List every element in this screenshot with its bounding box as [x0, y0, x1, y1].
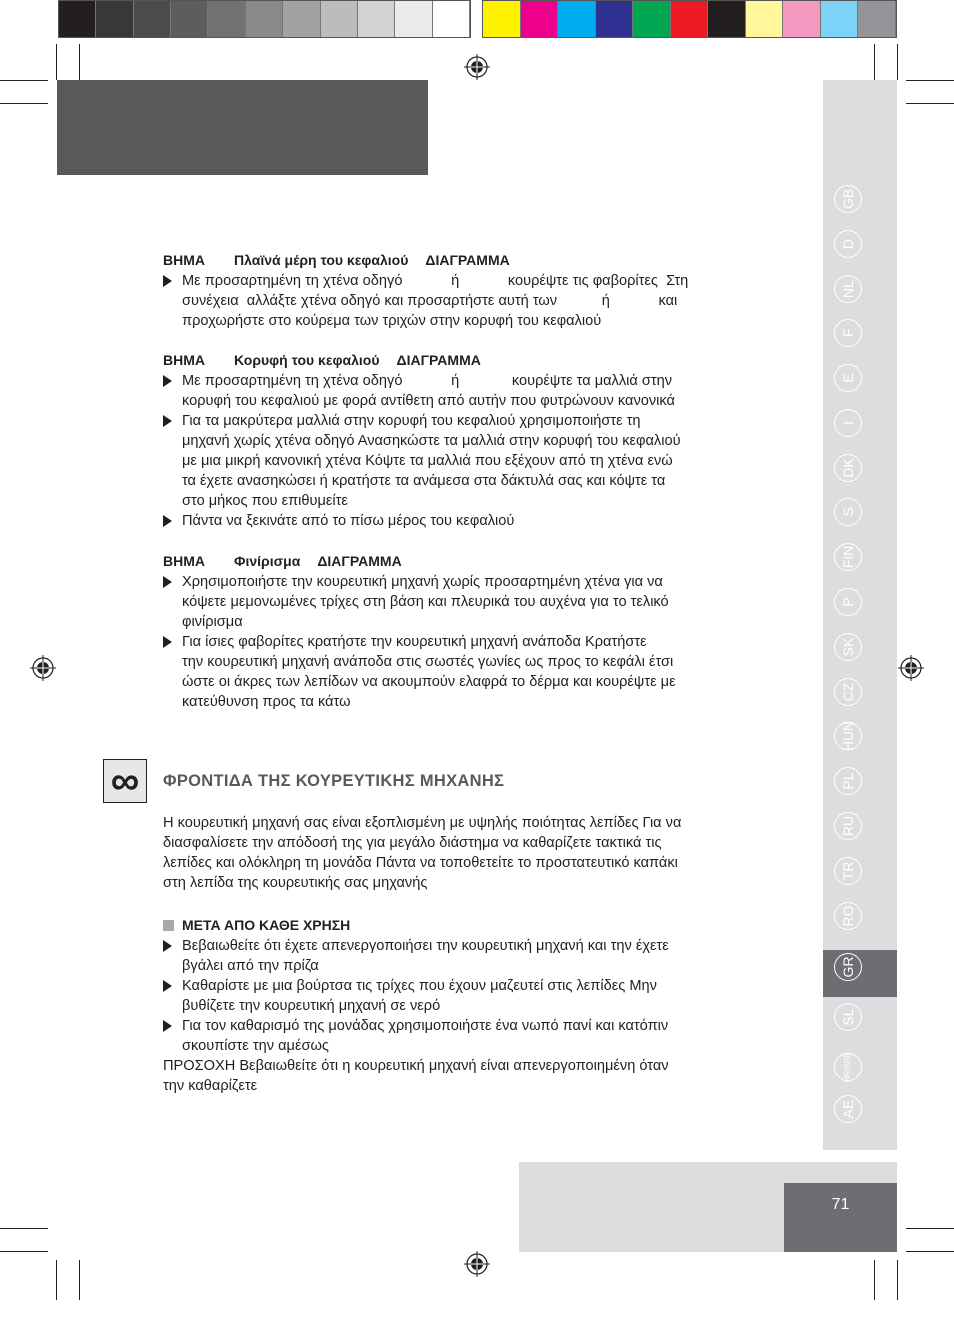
line: Καθαρίστε με μια βούρτσα τις τρίχες που έχουν μαζευτεί στις λεπίδες Μην	[182, 978, 657, 994]
care-intro	[163, 813, 803, 893]
list-item	[163, 1016, 803, 1056]
language-tab-gb[interactable]: GB	[834, 185, 862, 213]
step-header	[163, 551, 803, 571]
line: ώστε οι άκρες των λεπίδων να ακουμπούν ελαφρά το δέρμα και κουρέψτε με	[182, 674, 676, 690]
line: κορυφή του κεφαλιού με φορά αντίθετη από αυτήν που φυτρώνουν κανονικά	[182, 393, 675, 409]
step-diagram-ref: ΔΙΑΓΡΑΜΜΑ	[317, 553, 402, 569]
step-title: Κορυφή του κεφαλιού	[234, 352, 380, 368]
caution-text	[163, 1056, 803, 1096]
sub-title	[163, 915, 803, 935]
care-section	[163, 771, 803, 1096]
crop-mark	[79, 1260, 80, 1300]
line: μηχανή χωρίς χτένα οδηγό Ανασηκώστε τα μαλλιά στην κορυφή του κεφαλιού	[182, 433, 681, 449]
step-title: Πλαϊνά μέρη του κεφαλιού	[234, 252, 409, 268]
crop-mark	[897, 1260, 898, 1300]
list-item	[163, 511, 803, 531]
line: την κουρευτική μηχανή ανάποδα στις σωστές γωνίες ως προς το κεφάλι έτσι	[182, 654, 674, 670]
crop-mark	[906, 103, 954, 104]
line: Για ίσιες φαβορίτες κρατήστε την κουρευτική μηχανή ανάποδα Κρατήστε	[182, 634, 647, 650]
line: Πάντα να ξεκινάτε από το πίσω μέρος του κεφαλιού	[182, 513, 515, 529]
step-section-top	[163, 350, 803, 531]
registration-mark-icon	[464, 54, 490, 80]
language-tab-ro[interactable]: RO	[834, 902, 862, 930]
gray-color-bar	[58, 0, 471, 38]
crop-mark	[56, 44, 57, 80]
step-label: ΒΗΜΑ	[163, 252, 205, 268]
line: Με προσαρτημένη τη χτένα οδηγό ή κουρέψτε τις φαβορίτες Στη	[182, 273, 689, 289]
gray-swatch	[59, 1, 96, 37]
step-title: Φινίρισμα	[234, 553, 301, 569]
line: Με προσαρτημένη τη χτένα οδηγό ή κουρέψτε τα μαλλιά στην	[182, 373, 673, 389]
infinity-icon: ∞	[103, 759, 147, 803]
bullet-arrow-icon	[163, 515, 172, 527]
sub-title-text: ΜΕΤΑ ΑΠΟ ΚΑΘΕ ΧΡΗΣΗ	[182, 917, 351, 933]
color-swatch	[671, 1, 709, 37]
color-swatch	[858, 1, 896, 37]
gray-swatch	[171, 1, 208, 37]
line: Για τα μακρύτερα μαλλιά στην κορυφή του κεφαλιού χρησιμοποιήστε τη	[182, 413, 641, 429]
registration-mark-icon	[898, 655, 924, 681]
crop-mark	[874, 1260, 875, 1300]
line: φινίρισμα	[182, 614, 243, 630]
list-item	[163, 572, 803, 632]
line: Η κουρευτική μηχανή σας είναι εξοπλισμένη με υψηλής ποιότητας λεπίδες Για να	[163, 815, 682, 831]
bullet-arrow-icon	[163, 636, 172, 648]
page-number: 71	[784, 1183, 897, 1252]
language-tab-ae[interactable]: AE	[834, 1095, 862, 1123]
gray-swatch	[246, 1, 283, 37]
color-swatch	[708, 1, 746, 37]
color-swatch	[483, 1, 521, 37]
registration-mark-icon	[464, 1251, 490, 1277]
step-header	[163, 350, 803, 370]
color-swatch	[633, 1, 671, 37]
language-tab-cz[interactable]: CZ	[834, 678, 862, 706]
line: κόψετε μεμονωμένες τρίχες στη βάση και πλευρικά του αυχένα για το τελικό	[182, 594, 669, 610]
line: προχωρήστε στο κούρεμα των τριχών στην κορυφή του κεφαλιού	[182, 313, 602, 329]
bullet-arrow-icon	[163, 940, 172, 952]
crop-mark	[897, 44, 898, 80]
line: κατεύθυνση προς τα κάτω	[182, 694, 351, 710]
color-swatch	[521, 1, 559, 37]
language-tab-gr[interactable]: GR	[834, 953, 862, 981]
gray-swatch	[208, 1, 245, 37]
crop-mark	[0, 103, 48, 104]
gray-swatch	[283, 1, 320, 37]
line: στο μήκος που επιθυμείτε	[182, 493, 348, 509]
crop-mark	[0, 1228, 48, 1229]
step-label: ΒΗΜΑ	[163, 352, 205, 368]
language-tab-i[interactable]: I	[834, 409, 862, 437]
crop-mark	[56, 1260, 57, 1300]
line: βυθίζετε την κουρευτική μηχανή σε νερό	[182, 998, 441, 1014]
line: την καθαρίζετε	[163, 1078, 258, 1094]
line: συνέχεια αλλάξτε χτένα οδηγό και προσαρτήστε αυτή των ή και	[182, 293, 678, 309]
step-section-finishing	[163, 551, 803, 712]
bullet-arrow-icon	[163, 415, 172, 427]
step-diagram-ref: ΔΙΑΓΡΑΜΜΑ	[425, 252, 510, 268]
step-label: ΒΗΜΑ	[163, 553, 205, 569]
language-tab-dk[interactable]: DK	[834, 454, 862, 482]
step-section-side	[163, 250, 803, 331]
language-tab-tr[interactable]: TR	[834, 857, 862, 885]
gray-swatch	[433, 1, 470, 37]
header-block	[57, 80, 428, 175]
crop-mark	[906, 1251, 954, 1252]
list-item	[163, 271, 803, 331]
line: Βεβαιωθείτε ότι έχετε απενεργοποιήσει την κουρευτική μηχανή και την έχετε	[182, 938, 669, 954]
list-item	[163, 976, 803, 1016]
crop-mark	[874, 44, 875, 80]
cmyk-color-bar	[482, 0, 897, 38]
crop-mark	[0, 80, 48, 81]
color-swatch	[821, 1, 859, 37]
language-tab-fin[interactable]: FIN	[834, 543, 862, 571]
language-tab-sk[interactable]: SK	[834, 633, 862, 661]
crop-mark	[79, 44, 80, 80]
step-diagram-ref: ΔΙΑΓΡΑΜΜΑ	[396, 352, 481, 368]
crop-mark	[906, 1228, 954, 1229]
line: Για τον καθαρισμό της μονάδας χρησιμοποιήστε ένα νωπό πανί και κατόπιν	[182, 1018, 669, 1034]
line: Χρησιμοποιήστε την κουρευτική μηχανή χωρίς προσαρτημένη χτένα για να	[182, 574, 663, 590]
color-swatch	[783, 1, 821, 37]
line: σκουπίστε την αμέσως	[182, 1038, 329, 1054]
gray-swatch	[96, 1, 133, 37]
language-tab-sl[interactable]: SL	[834, 1003, 862, 1031]
language-tab-p[interactable]: P	[834, 588, 862, 616]
line: τα έχετε ανασηκώσει ή κρατήστε τα ανάμεσα στα δάκτυλά σας και κόψτε τα	[182, 473, 666, 489]
color-swatch	[746, 1, 784, 37]
gray-swatch	[358, 1, 395, 37]
bullet-arrow-icon	[163, 1020, 172, 1032]
language-tab-pl[interactable]: PL	[834, 767, 862, 795]
color-swatch	[596, 1, 634, 37]
gray-swatch	[321, 1, 358, 37]
line: στη λεπίδα της κουρευτικής σας μηχανής	[163, 875, 428, 891]
language-tab-e[interactable]: E	[834, 364, 862, 392]
line: λεπίδες και ολόκληρη τη μονάδα Πάντα να τοποθετείτε το προστατευτικό καπάκι	[163, 855, 678, 871]
language-tab-d[interactable]: D	[834, 230, 862, 258]
line: διασφαλίσετε την απόδοσή της για μεγάλο διάστημα να καθαρίζετε τακτικά τις	[163, 835, 662, 851]
language-tab-ru[interactable]: RU	[834, 812, 862, 840]
list-item	[163, 411, 803, 511]
language-tab-hun[interactable]: HUN	[834, 722, 862, 750]
gray-swatch	[134, 1, 171, 37]
bullet-arrow-icon	[163, 980, 172, 992]
list-item	[163, 632, 803, 712]
bullet-arrow-icon	[163, 275, 172, 287]
registration-mark-icon	[30, 655, 56, 681]
language-tab-nl[interactable]: NL	[834, 275, 862, 303]
square-bullet-icon	[163, 920, 174, 931]
section-title: ΦΡΟΝΤΙΔΑ ΤΗΣ ΚΟΥΡΕΥΤΙΚΗΣ ΜΗΧΑΝΗΣ	[163, 772, 505, 790]
line: ΠΡΟΣΟΧΗ Βεβαιωθείτε ότι η κουρευτική μηχανή είναι απενεργοποιημένη όταν	[163, 1058, 669, 1074]
line: βγάλει από την πρίζα	[182, 958, 319, 974]
language-tab-f[interactable]: F	[834, 319, 862, 347]
language-tab-s[interactable]: S	[834, 498, 862, 526]
line: με μια μικρή κανονική χτένα Κόψτε τα μαλλιά που εξέχουν από τη χτένα ενώ	[182, 453, 673, 469]
list-item	[163, 371, 803, 411]
crop-mark	[0, 1251, 48, 1252]
step-header	[163, 250, 803, 270]
language-tab-hr-srb[interactable]: HR/SRB	[834, 1053, 862, 1081]
gray-swatch	[395, 1, 432, 37]
crop-mark	[906, 80, 954, 81]
bullet-arrow-icon	[163, 576, 172, 588]
list-item	[163, 936, 803, 976]
color-swatch	[558, 1, 596, 37]
bullet-arrow-icon	[163, 375, 172, 387]
